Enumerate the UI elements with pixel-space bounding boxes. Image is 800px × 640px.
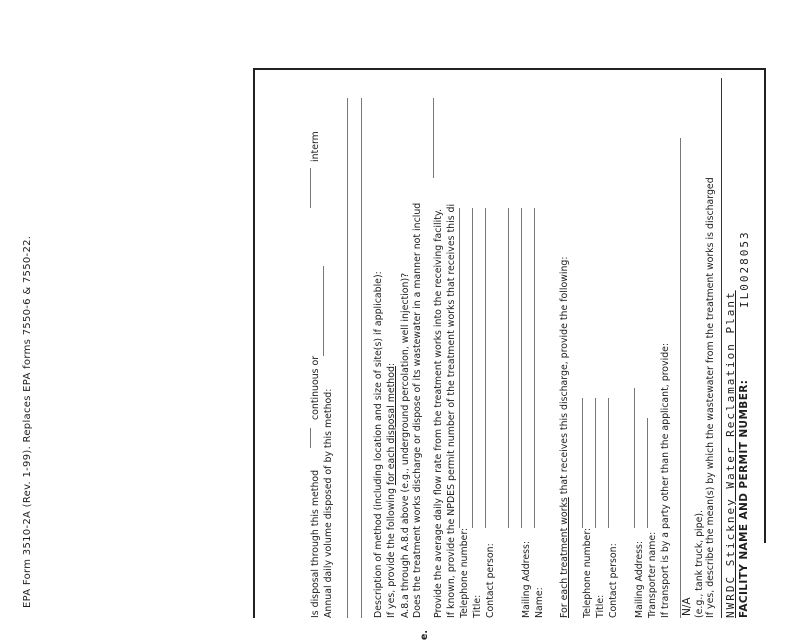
treatment-name-label: Name: — [534, 587, 545, 618]
question-e-line3 — [386, 363, 397, 618]
form-footer: EPA Form 3510-2A (Rev. 1-99). Replaces EPA forms 7550-6 & 7550-22. — [22, 235, 33, 608]
transport-contact-line — [608, 398, 609, 528]
treatment-instruction-underlined: For each treatment works — [559, 497, 570, 618]
transport-example: (e.g., tank truck, pipe). — [694, 510, 705, 618]
treatment-title-label: Title: — [472, 594, 483, 618]
question-e-line3-pre: If yes, provide the following — [386, 485, 397, 618]
party-instruction: If transport is by a party other than the applicant, provide: — [660, 342, 671, 618]
intermittent-check-line — [310, 168, 311, 208]
treatment-contact-line — [485, 208, 486, 528]
treatment-mailing-line-1 — [521, 208, 522, 528]
transport-mailing-label: Mailing Address: — [634, 540, 645, 618]
treatment-instruction — [559, 256, 570, 618]
treatment-title-line — [472, 208, 473, 528]
rotated-form-content — [255, 78, 769, 640]
question-e-line3-post: : — [386, 362, 397, 367]
transport-answer: N/A — [681, 597, 693, 616]
transporter-label: Transporter name: — [647, 531, 658, 618]
treatment-contact-label: Contact person: — [485, 543, 496, 618]
treatment-name-line — [534, 208, 535, 528]
continuous-check-line — [310, 428, 311, 448]
transport-phone-line — [582, 398, 583, 528]
transport-question: If yes, describe the mean(s) by which the wastewater from the treatment works is discharged — [705, 177, 716, 618]
description-line-1 — [361, 98, 362, 618]
question-e-line4: Description of method (including location and size of site(s) if applicable): — [373, 271, 384, 618]
transport-title-line — [595, 398, 596, 528]
facility-name: NWRDC Stickney Water Reclamation Plant — [724, 290, 737, 618]
intermittent-question: Is disposal through this method — [310, 469, 321, 618]
question-e-line2: A.8.a through A.8.d above (e.g., underground percolation, well injection)? — [400, 272, 411, 618]
permit-number: IL0028053 — [738, 230, 751, 308]
transport-phone-label: Telephone number: — [582, 527, 593, 618]
question-e-line1: Does the treatment works discharge or dispose of its wastewater in a manner not includ — [412, 202, 423, 618]
flow-line — [433, 98, 434, 178]
header-divider — [721, 78, 722, 618]
facility-label: FACILITY NAME AND PERMIT NUMBER: — [738, 379, 750, 618]
transport-mailing-line — [634, 388, 635, 528]
transport-contact-label: Contact person: — [608, 543, 619, 618]
volume-label: Annual daily volume disposed of by this method: — [323, 388, 334, 618]
page-border-top — [253, 68, 765, 70]
question-e-line3-underlined: for each disposal method — [386, 366, 397, 486]
continuous-label: continuous or — [310, 355, 321, 420]
treatment-phone-line — [459, 208, 460, 528]
treatment-mailing-label: Mailing Address: — [521, 540, 532, 618]
question-e-marker: e. — [419, 630, 430, 640]
treatment-mailing-line-2 — [508, 208, 509, 528]
transport-title-label: Title: — [595, 594, 606, 618]
description-line-2 — [347, 98, 348, 618]
answer-line — [680, 138, 681, 618]
intermittent-label: interm — [310, 131, 321, 162]
volume-line — [323, 266, 324, 356]
npdes-text: If known, provide the NPDES permit number of the treatment works that receives this di — [446, 203, 457, 618]
flow-text: Provide the average daily flow rate from the treatment works into the receiving facility. — [433, 208, 444, 618]
transporter-line — [647, 418, 648, 528]
treatment-instruction-rest: that receives this discharge, provide the following: — [559, 256, 570, 498]
treatment-phone-label: Telephone number: — [459, 527, 470, 618]
